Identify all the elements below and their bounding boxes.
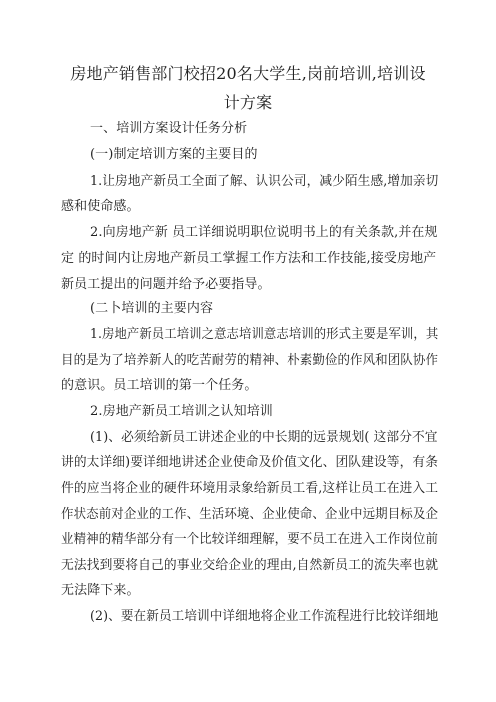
paragraph-line: 业精神的精华部分有一个比较详细理解，要不员工在进入工作岗位前 [61, 532, 439, 547]
paragraph-line: 件的应当将企业的硬件环境用录象给新员工看,这样让员工在进入工 [61, 481, 439, 496]
section-heading-1: 一、培训方案设计任务分析 [90, 121, 248, 136]
paragraph-line: 定 的时间内让房地产新员工掌握工作方法和工作技能,接受房地产 [61, 251, 437, 266]
document-title-line-2: 计方案 [223, 93, 273, 112]
paragraph-line: (2)、要在新员工培训中详细地将企业工作流程进行比较详细地 [90, 609, 439, 624]
paragraph-line: 讲的太详细)要详细地讲述企业使命及价值文化、团队建设等，有条 [61, 455, 439, 470]
paragraph-line: 作状态前对企业的工作、生活环境、企业使命、企业中远期目标及企 [61, 507, 439, 522]
paragraph-line: 无法找到要将自己的事业交给企业的理由,自然新员工的流失率也就 [61, 558, 439, 573]
paragraph-line: 无法降下来。 [61, 583, 140, 598]
paragraph-line: 1.房地产新员工培训之意志培训意志培训的形式主要是军训，其 [90, 327, 439, 342]
document-title-line-1: 房地产销售部门校招20名大学生,岗前培训,培训设 [70, 64, 426, 83]
paragraph-line: 目的是为了培养新人的吃苦耐劳的精神、朴素勤俭的作风和团队协作 [61, 353, 439, 368]
paragraph-line: 的意识。员工培训的第一个任务。 [61, 378, 258, 393]
paragraph-line: 2.房地产新员工培训之认知培训 [90, 404, 273, 419]
subsection-heading-2: (二卜培训的主要内容 [90, 301, 214, 316]
paragraph-line: (1)、必须给新员工讲述企业的中长期的远景规划( 这部分不宜 [90, 430, 438, 445]
subsection-heading-1: (一)制定培训方案的主要目的 [90, 147, 258, 162]
paragraph-line: 新员工提出的问题并给予必要指导。 [61, 277, 271, 292]
paragraph-line: 2.向房地产新 员工详细说明职位说明书上的有关条款,并在规 [90, 225, 438, 240]
paragraph-line: 1.让房地产新员工全面了解、认识公司，减少陌生感,增加亲切 [90, 174, 439, 189]
paragraph-line: 感和使命感。 [61, 199, 140, 214]
